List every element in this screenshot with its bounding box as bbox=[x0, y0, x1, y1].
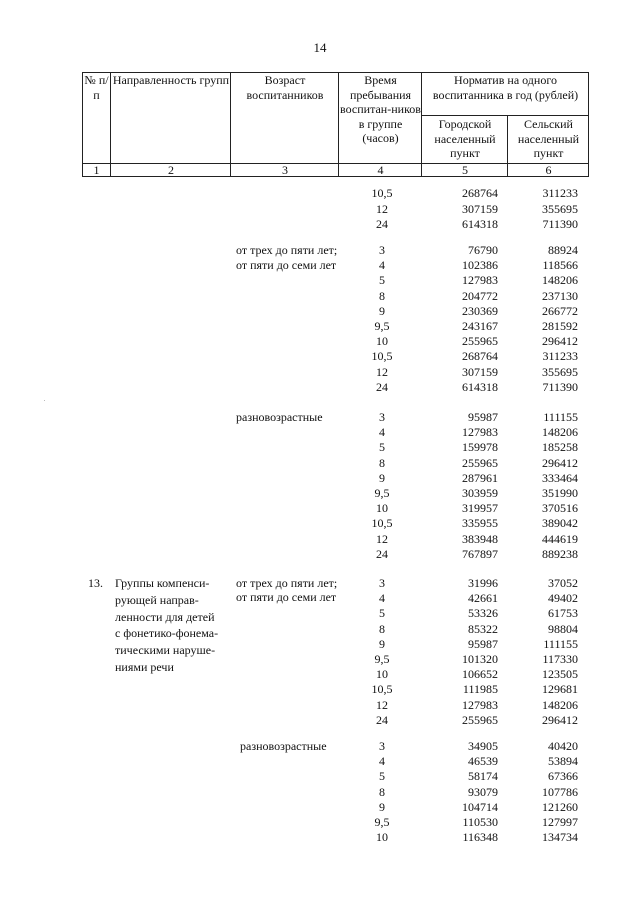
age-label: разновозрастные bbox=[236, 410, 323, 424]
city-norm-cell: 204772 bbox=[462, 288, 498, 303]
city-norm-cell: 255965 bbox=[462, 334, 498, 349]
header-col-norm: Норматив на одного воспитанника в год (рублей) bbox=[432, 73, 579, 102]
city-norm-cell: 319957 bbox=[462, 501, 498, 516]
city-norm-cell: 93079 bbox=[468, 784, 498, 799]
age-label: от трех до пяти лет; bbox=[236, 576, 338, 590]
header-vline-3 bbox=[338, 72, 339, 177]
time-cell: 10,5 bbox=[371, 516, 393, 531]
city-norm-cell: 106652 bbox=[462, 667, 498, 682]
header-col-city: Городской населенный пункт bbox=[434, 117, 496, 160]
city-norm-cell: 53326 bbox=[468, 606, 498, 621]
time-cell: 9 bbox=[379, 636, 385, 651]
time-cell: 8 bbox=[379, 288, 385, 303]
time-cell: 8 bbox=[379, 784, 385, 799]
city-norm-cell: 307159 bbox=[462, 364, 498, 379]
time-cell: 9,5 bbox=[374, 652, 390, 666]
city-norm-cell: 42661 bbox=[468, 591, 498, 606]
group-direction bbox=[115, 575, 233, 676]
header-subgroup-line bbox=[421, 115, 589, 116]
row-number: 13. bbox=[88, 576, 103, 590]
header-num-1: 1 bbox=[93, 163, 100, 177]
city-norm-cell: 127983 bbox=[462, 425, 498, 440]
header-vline-1 bbox=[110, 72, 111, 177]
time-cell: 24 bbox=[376, 546, 388, 561]
city-norm-cell: 58174 bbox=[468, 769, 498, 784]
rural-norm-cell: 67366 bbox=[548, 769, 578, 784]
rural-norm-cell: 123505 bbox=[542, 667, 578, 682]
time-cell: 10 bbox=[376, 830, 388, 845]
time-cell: 4 bbox=[379, 754, 385, 769]
table-header bbox=[82, 72, 589, 177]
time-cell: 9,5 bbox=[374, 815, 390, 829]
group-direction-line: ленности для детей bbox=[115, 609, 215, 624]
group-direction-line: с фонетико-фонема- bbox=[115, 626, 219, 641]
age-label: разновозрастные bbox=[240, 739, 327, 753]
group-direction-line: тическими наруше- bbox=[115, 643, 216, 658]
rural-norm-cell: 296412 bbox=[542, 455, 578, 470]
city-norm-cell: 255965 bbox=[462, 712, 498, 727]
rural-norm-cell: 185258 bbox=[542, 440, 578, 455]
city-norm-cell: 76790 bbox=[468, 243, 498, 257]
city-norm-cell: 614318 bbox=[462, 217, 498, 231]
rural-norm-cell: 711390 bbox=[542, 217, 578, 231]
time-cell: 12 bbox=[376, 364, 388, 379]
rural-norm-cell: 118566 bbox=[542, 258, 578, 273]
rural-norm-cell: 296412 bbox=[542, 712, 578, 727]
time-cell: 4 bbox=[379, 591, 385, 606]
rural-norm-cell: 37052 bbox=[548, 576, 578, 590]
group-direction-line: ниями речи bbox=[115, 659, 174, 674]
time-cell: 8 bbox=[379, 455, 385, 470]
rural-norm-cell: 296412 bbox=[542, 334, 578, 349]
city-norm-cell: 268764 bbox=[462, 186, 498, 200]
rural-norm-cell: 111155 bbox=[543, 636, 578, 651]
header-col-time: Время пребывания воспитан-ников в группе (часов) bbox=[340, 73, 421, 145]
time-cell: 24 bbox=[376, 217, 388, 231]
header-num-2: 2 bbox=[168, 163, 174, 177]
rural-norm-cell: 281592 bbox=[542, 319, 578, 333]
time-cell: 9 bbox=[379, 470, 385, 485]
rural-norm-cell: 370516 bbox=[542, 501, 578, 516]
age-label: от пяти до семи лет bbox=[236, 258, 337, 272]
time-cell: 3 bbox=[379, 410, 385, 424]
city-norm-cell: 243167 bbox=[462, 319, 498, 333]
time-cell: 3 bbox=[379, 576, 385, 590]
rural-norm-cell: 311233 bbox=[542, 186, 578, 200]
rural-norm-cell: 355695 bbox=[542, 201, 578, 216]
header-num-5: 5 bbox=[462, 163, 468, 177]
city-norm-cell: 268764 bbox=[462, 349, 498, 364]
header-col-direction: Направленность групп bbox=[112, 73, 230, 87]
header-vline-6 bbox=[588, 72, 589, 177]
time-cell: 10 bbox=[376, 501, 388, 516]
city-norm-cell: 159978 bbox=[462, 440, 498, 455]
time-cell: 8 bbox=[379, 621, 385, 636]
rural-norm-cell: 148206 bbox=[542, 425, 578, 440]
rural-norm-cell: 121260 bbox=[542, 799, 578, 814]
rural-norm-cell: 117330 bbox=[542, 652, 578, 666]
rural-norm-cell: 148206 bbox=[542, 273, 578, 288]
age-label: от пяти до семи лет bbox=[236, 590, 337, 604]
city-norm-cell: 85322 bbox=[468, 621, 498, 636]
city-norm-cell: 127983 bbox=[462, 273, 498, 288]
group-direction-line: Группы компенси- bbox=[115, 576, 210, 590]
header-vline-4 bbox=[421, 72, 422, 177]
time-cell: 3 bbox=[379, 243, 385, 257]
city-norm-cell: 95987 bbox=[468, 410, 498, 424]
rural-norm-cell: 134734 bbox=[542, 830, 578, 845]
age-label: от трех до пяти лет; bbox=[236, 243, 338, 257]
header-num-3: 3 bbox=[282, 163, 288, 177]
rural-norm-cell: 88924 bbox=[548, 243, 578, 257]
rural-norm-cell: 49402 bbox=[548, 591, 578, 606]
margin-mark bbox=[44, 400, 45, 401]
header-vline-2 bbox=[230, 72, 231, 177]
city-norm-cell: 230369 bbox=[462, 303, 498, 318]
rural-norm-cell: 237130 bbox=[542, 288, 578, 303]
header-num-4: 4 bbox=[377, 163, 384, 177]
city-norm-cell: 46539 bbox=[468, 754, 498, 769]
time-cell: 4 bbox=[379, 258, 385, 273]
rural-norm-cell: 40420 bbox=[548, 739, 578, 753]
city-norm-cell: 303959 bbox=[462, 486, 498, 500]
time-cell: 5 bbox=[379, 769, 385, 784]
city-norm-cell: 110530 bbox=[462, 815, 498, 829]
time-cell: 5 bbox=[379, 606, 385, 621]
header-num-6: 6 bbox=[545, 163, 552, 177]
rural-norm-cell: 351990 bbox=[542, 486, 578, 500]
rural-norm-cell: 107786 bbox=[542, 784, 578, 799]
rural-norm-cell: 889238 bbox=[542, 546, 578, 561]
city-norm-cell: 767897 bbox=[462, 546, 498, 561]
city-norm-cell: 127983 bbox=[462, 697, 498, 712]
city-norm-cell: 102386 bbox=[462, 258, 498, 273]
time-cell: 9,5 bbox=[374, 486, 390, 500]
time-cell: 10 bbox=[376, 667, 388, 682]
group-direction-line: рующей направ- bbox=[115, 592, 199, 607]
rural-norm-cell: 129681 bbox=[542, 682, 578, 697]
time-cell: 10,5 bbox=[371, 349, 393, 364]
time-cell: 9,5 bbox=[374, 319, 390, 333]
city-norm-cell: 31996 bbox=[468, 576, 498, 590]
city-norm-cell: 116348 bbox=[462, 830, 498, 845]
rural-norm-cell: 389042 bbox=[542, 516, 578, 531]
time-cell: 10 bbox=[376, 334, 388, 349]
rural-norm-cell: 111155 bbox=[543, 410, 578, 424]
rural-norm-cell: 333464 bbox=[542, 470, 578, 485]
time-cell: 24 bbox=[376, 712, 388, 727]
rural-norm-cell: 355695 bbox=[542, 364, 578, 379]
rural-norm-cell: 98804 bbox=[548, 621, 578, 636]
city-norm-cell: 111985 bbox=[462, 682, 498, 697]
rural-norm-cell: 148206 bbox=[542, 697, 578, 712]
time-cell: 3 bbox=[379, 739, 385, 753]
header-col-number: № п/п bbox=[84, 73, 109, 102]
city-norm-cell: 34905 bbox=[468, 739, 498, 753]
rural-norm-cell: 53894 bbox=[548, 754, 578, 769]
time-cell: 12 bbox=[376, 201, 388, 216]
time-cell: 4 bbox=[379, 425, 385, 440]
rural-norm-cell: 127997 bbox=[542, 815, 578, 829]
city-norm-cell: 255965 bbox=[462, 455, 498, 470]
time-cell: 24 bbox=[376, 379, 388, 394]
rural-norm-cell: 266772 bbox=[542, 303, 578, 318]
time-cell: 10,5 bbox=[371, 186, 393, 200]
city-norm-cell: 335955 bbox=[462, 516, 498, 531]
rural-norm-cell: 61753 bbox=[548, 606, 578, 621]
time-cell: 12 bbox=[376, 531, 388, 546]
city-norm-cell: 287961 bbox=[462, 470, 498, 485]
time-cell: 9 bbox=[379, 303, 385, 318]
header-vline-5 bbox=[507, 115, 508, 177]
rural-norm-cell: 444619 bbox=[542, 531, 578, 546]
city-norm-cell: 383948 bbox=[462, 531, 498, 546]
time-cell: 12 bbox=[376, 697, 388, 712]
page-number: 14 bbox=[313, 40, 327, 55]
time-cell: 10,5 bbox=[371, 682, 393, 697]
city-norm-cell: 104714 bbox=[462, 799, 498, 814]
time-cell: 9 bbox=[379, 799, 385, 814]
city-norm-cell: 95987 bbox=[468, 636, 498, 651]
time-cell: 5 bbox=[379, 273, 385, 288]
header-col-age: Возраст воспитанников bbox=[246, 73, 324, 102]
header-col-rural: Сельский населенный пункт bbox=[517, 117, 580, 160]
city-norm-cell: 101320 bbox=[462, 652, 498, 666]
time-cell: 5 bbox=[379, 440, 385, 455]
city-norm-cell: 307159 bbox=[462, 201, 498, 216]
city-norm-cell: 614318 bbox=[462, 379, 498, 394]
rural-norm-cell: 711390 bbox=[542, 379, 578, 394]
rural-norm-cell: 311233 bbox=[542, 349, 578, 364]
